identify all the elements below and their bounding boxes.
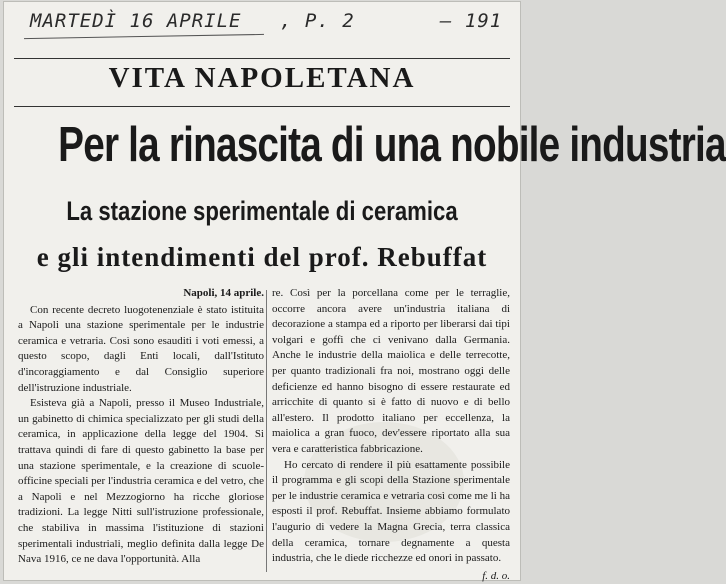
column-divider bbox=[266, 290, 267, 572]
main-headline: Per la rinascita di una nobile industria bbox=[58, 118, 726, 172]
article-dateline: Napoli, 14 aprile. bbox=[183, 287, 264, 299]
article-paragraph: Esisteva già a Napoli, presso il Museo Industriale, un gabinetto di chimica specializzato per gli studi della ceramica, in applicazione della legge del 1904. Si trattava quindi di fare di questo gabinetto la base per una stazione sperimentale, e la creazione di scuole-officine speciali per l'industria ceramica e del vetro, che a Napoli e nel Mezzogiorno ha ricche gloriose tradizioni. La legge Nitti sull'istruzione professionale, che stabiliva in massima l'istituzione di stazioni sperimentali industriali, meglio definita dalla legge De Nava 1916, ce ne dava l'opportunità. Alla bbox=[18, 397, 264, 566]
article-paragraph: Ho cercato di rendere il più esattamente possibile il programma e gli scopi della Stazione sperimentale per le industrie ceramica e vetraria così come me li ha esposti il prof. Rebuffat. Insieme abbiamo formulato l'augurio di vedere la Magna Grecia, terra classica della ceramica, tornare degnamente a questa industria, che le diede ricchezze ed onori in passato. bbox=[272, 458, 510, 565]
article-paragraph: re. Così per la porcellana come per le terraglie, occorre ancora avere un'industria italiana di decorazione a stampa ed a riporto per liberarsi dai tipi volgari e goffi che ci venivano dalla Germania. Anche le industrie della maiolica e delle terrecotte, per quanto tradizionali fra noi, mostrano oggi delle deficienze ed hanno bisogno di essere restaurate ed arricchite di quanto si è fatto di nuovo e di bello all'estero. Il prodotto italiano per eccellenza, la maiolica a gran fuoco, dev'essere riportato alla sua vera e caratteristica fabbricazione. bbox=[272, 287, 510, 455]
newspaper-clipping bbox=[4, 2, 726, 582]
article-column-right bbox=[272, 286, 510, 584]
handwritten-annotation bbox=[30, 10, 510, 38]
annotation-date: MARTEDÌ 16 APRILE bbox=[30, 10, 242, 32]
annotation-year: — 191 bbox=[440, 10, 503, 32]
annotation-page: , P. 2 bbox=[280, 10, 355, 32]
article-signature: f. d. o. bbox=[482, 569, 510, 582]
section-rule bbox=[14, 106, 510, 107]
top-rule bbox=[14, 58, 510, 59]
article-column-left bbox=[18, 286, 264, 568]
section-title: VITA NAPOLETANA bbox=[108, 62, 416, 94]
article-paragraph: Con recente decreto luogotenenziale è stato istituita a Napoli una stazione sperimentale per le industrie ceramica e vetraria. Così sono esauditi i voti emessi, a questo scopo, dagli Enti locali, dall'Istituto d'incoraggiamento e dal Consiglio superiore dell'istruzione industriale. bbox=[18, 303, 264, 394]
subheading: La stazione sperimentale di ceramica bbox=[66, 196, 458, 226]
subheading-secondary: e gli intendimenti del prof. Rebuffat bbox=[36, 242, 488, 272]
